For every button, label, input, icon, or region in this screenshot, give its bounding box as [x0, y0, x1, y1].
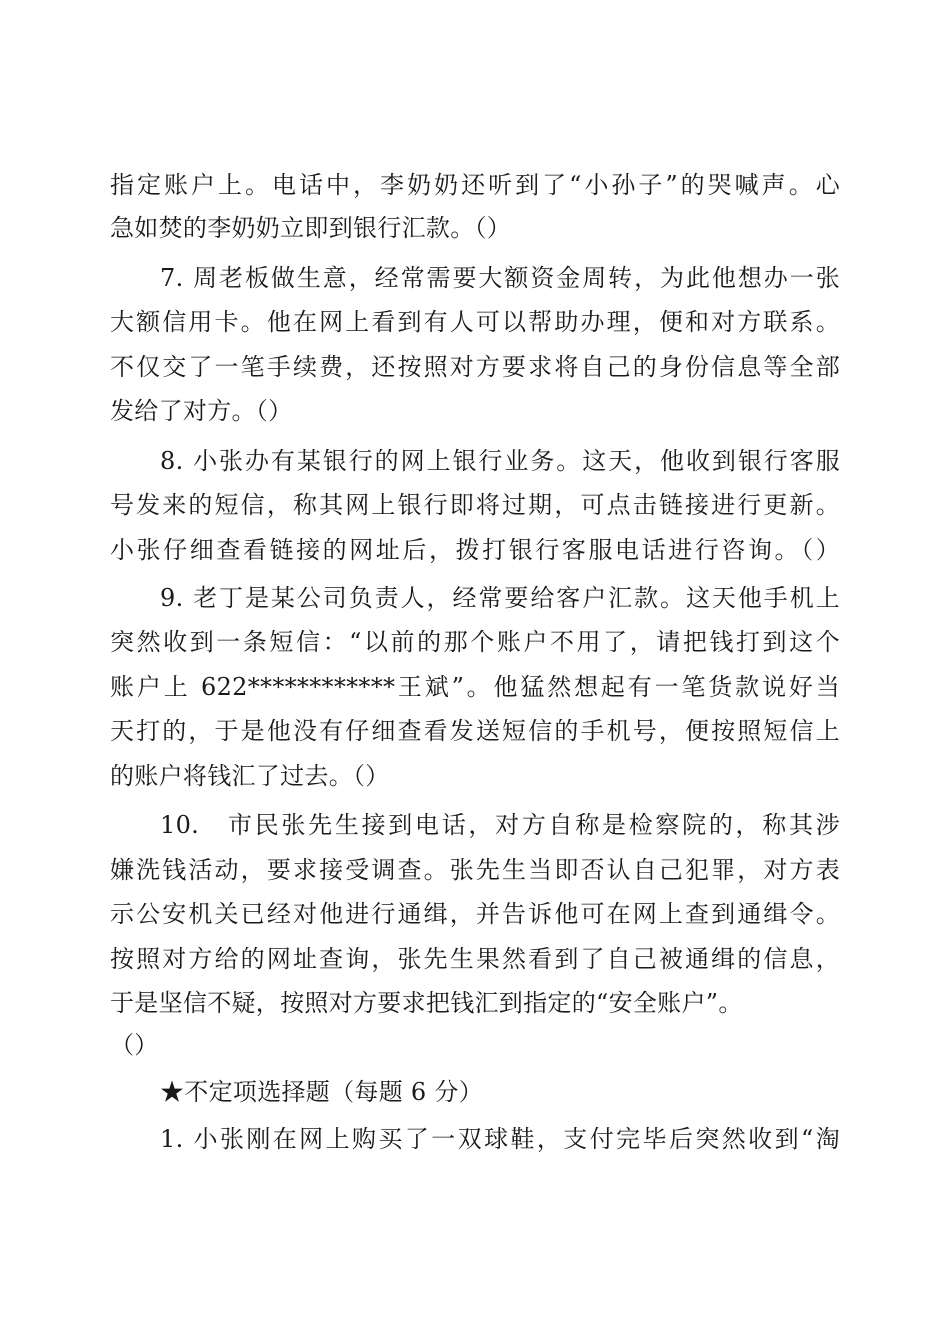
- text-line: 大额信用卡。他在网上看到有人可以帮助办理，便和对方联系。: [110, 308, 840, 336]
- text-line: 突然收到一条短信：“以前的那个账户不用了，请把钱打到这个: [110, 628, 840, 656]
- text-line: 不仅交了一笔手续费，还按照对方要求将自己的身份信息等全部: [110, 353, 840, 381]
- question-9-line: 9. 老丁是某公司负责人，经常要给客户汇款。这天他手机上: [160, 584, 840, 612]
- question-10-line: 市民张先生接到电话，对方自称是检察院的，称其涉: [228, 811, 840, 839]
- choice-question-1-line: 1. 小张刚在网上购买了一双球鞋，支付完毕后突然收到“淘: [160, 1125, 840, 1153]
- text-line: 嫌洗钱活动，要求接受调查。张先生当即否认自己犯罪，对方表: [110, 856, 840, 884]
- text-line: 天打的，于是他没有仔细查看发送短信的手机号，便按照短信上: [110, 717, 840, 745]
- text-line: 于是坚信不疑，按照对方要求把钱汇到指定的“安全账户”。: [110, 989, 743, 1017]
- text-line: 号发来的短信，称其网上银行即将过期，可点击链接进行更新。: [110, 491, 840, 519]
- question-7-line: 7. 周老板做生意，经常需要大额资金周转，为此他想办一张: [160, 264, 840, 292]
- text-line: 小张仔细查看链接的网址后，拨打银行客服电话进行咨询。（）: [110, 536, 840, 564]
- text-line: 急如焚的李奶奶立即到银行汇款。（）: [110, 214, 512, 242]
- text-line: 指定账户上。电话中，李奶奶还听到了“小孙子”的哭喊声。心: [110, 171, 840, 199]
- text-line: 发给了对方。（）: [110, 397, 293, 425]
- question-10-number: 10.: [160, 811, 200, 839]
- text-line: （）: [110, 1031, 159, 1059]
- text-line: 的账户将钱汇了过去。（）: [110, 762, 390, 790]
- text-line: 按照对方给的网址查询，张先生果然看到了自己被通缉的信息，: [110, 945, 840, 973]
- text-line: 账户上 622************王斌”。他猛然想起有一笔货款说好当: [110, 673, 840, 701]
- section-heading: ★不定项选择题（每题 6 分）: [160, 1078, 484, 1106]
- text-line: 示公安机关已经对他进行通缉，并告诉他可在网上查到通缉令。: [110, 900, 840, 928]
- question-8-line: 8. 小张办有某银行的网上银行业务。这天，他收到银行客服: [160, 447, 840, 475]
